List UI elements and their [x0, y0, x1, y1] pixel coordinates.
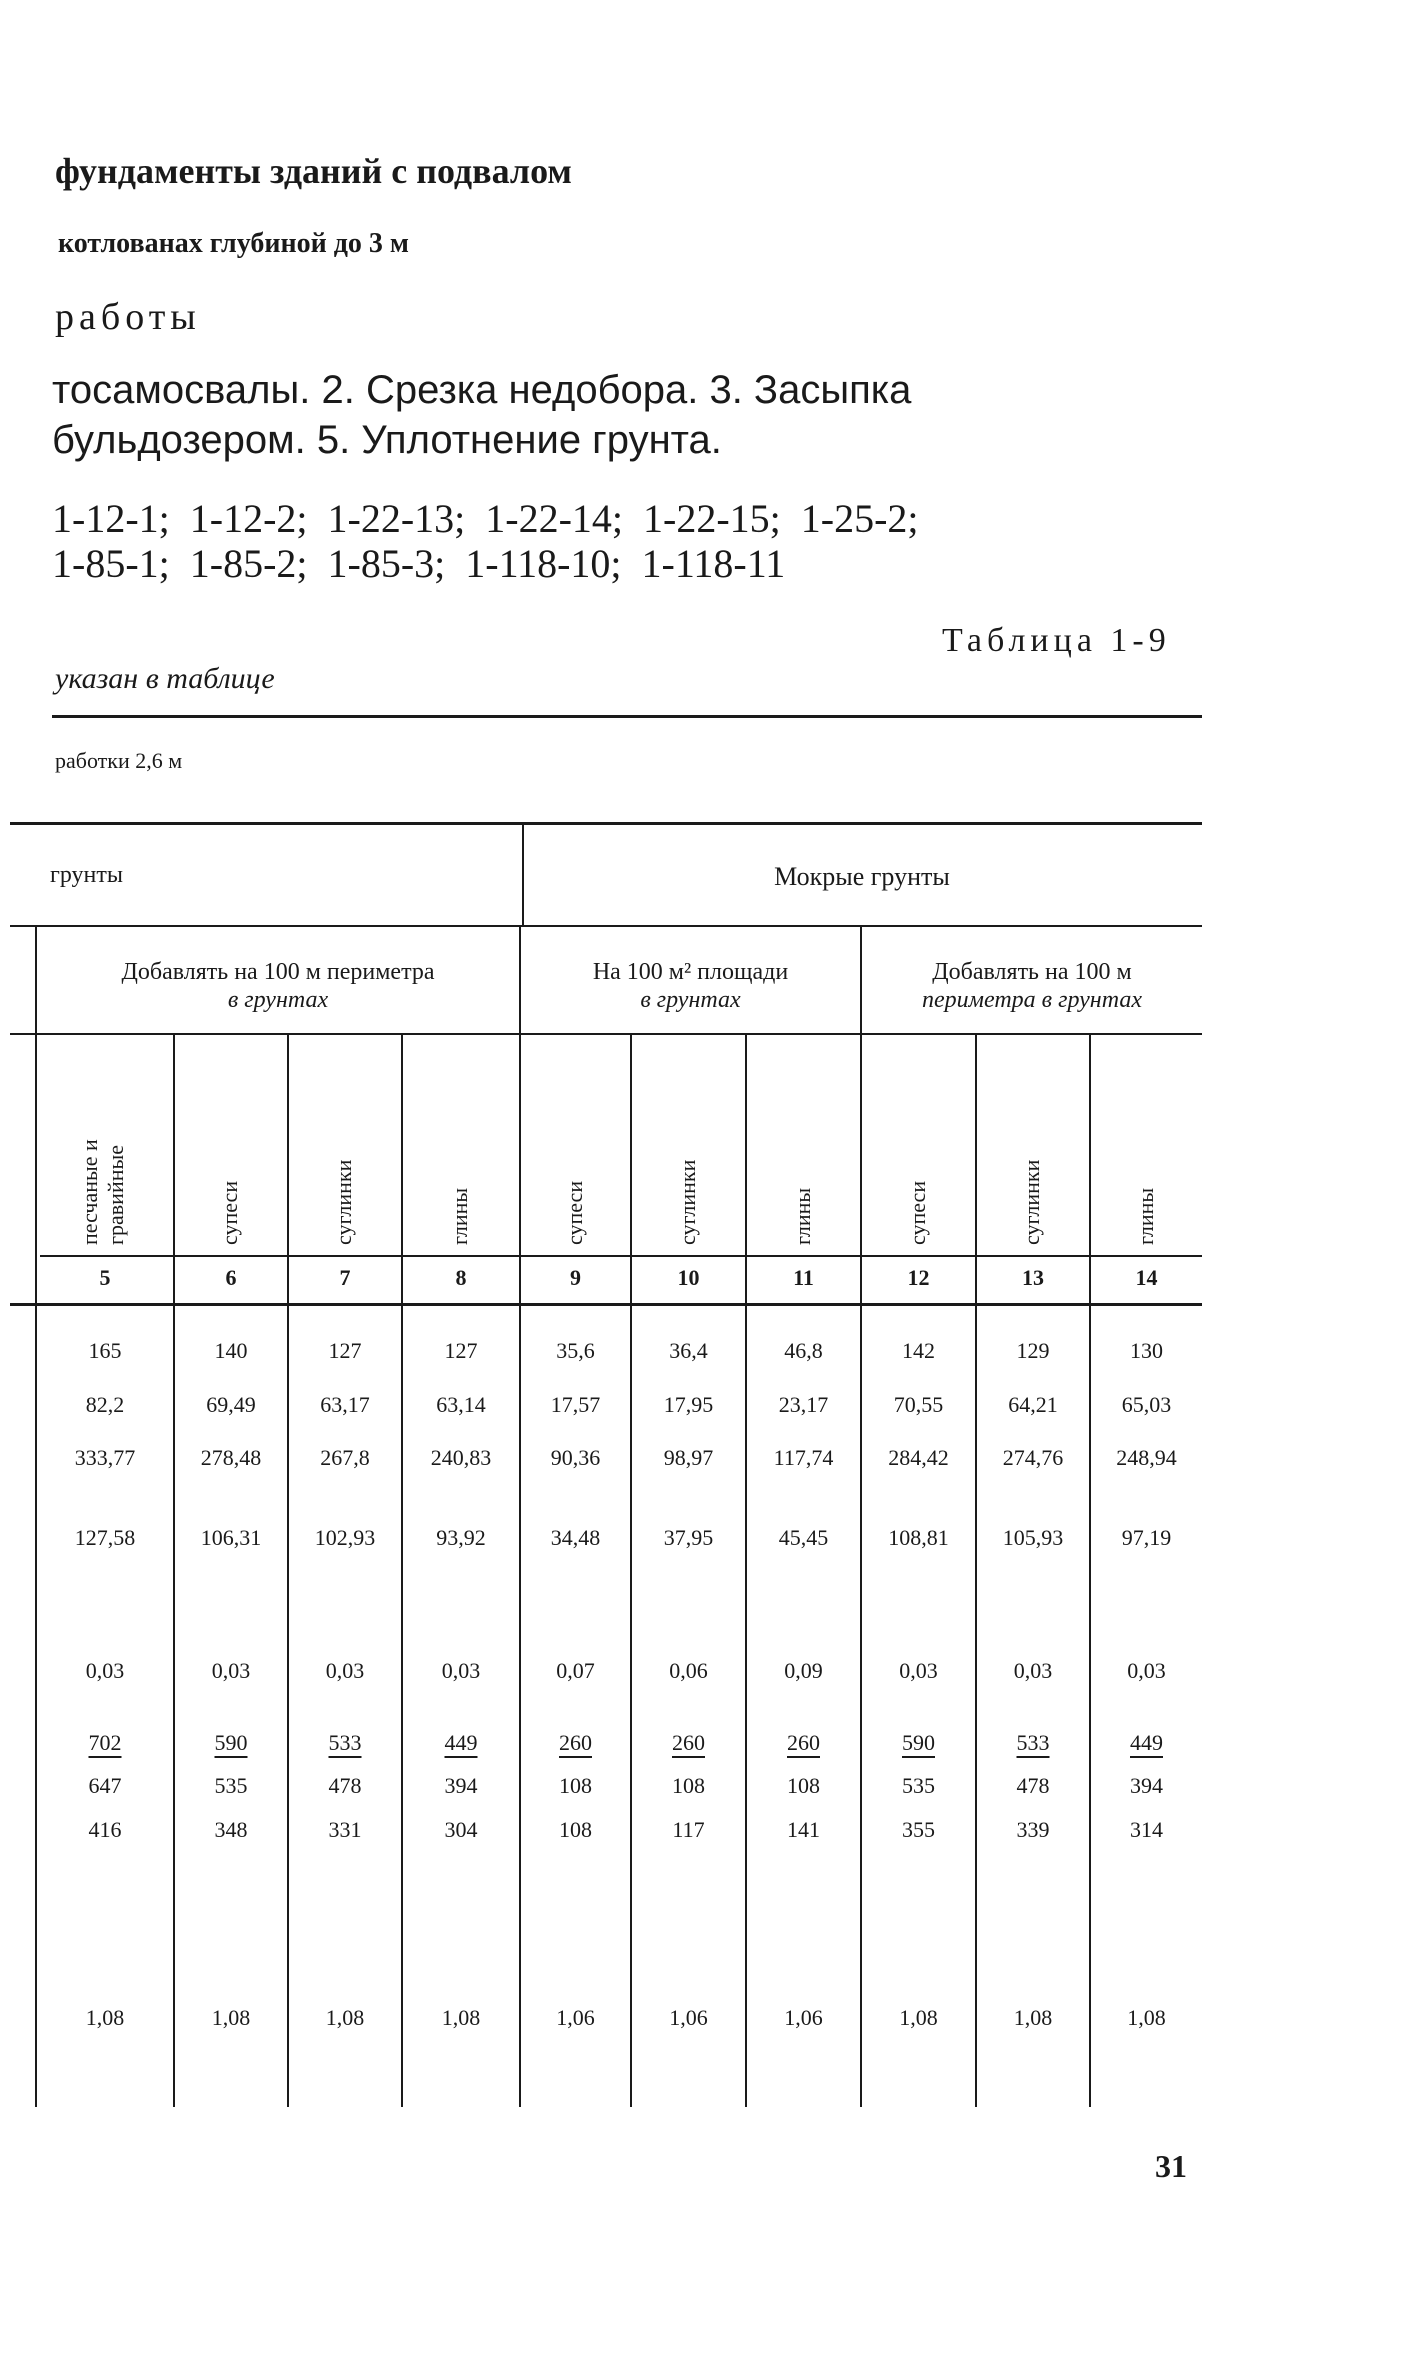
vline-col-9: [1089, 1035, 1091, 2107]
rule-colnum: [10, 1303, 1202, 1306]
table-cell: 355: [902, 1817, 935, 1842]
table-cell: 248,94: [1116, 1445, 1177, 1470]
table-cell: 108: [559, 1817, 592, 1842]
column-header-11: глины: [789, 1187, 815, 1245]
column-number-8: 8: [455, 1265, 467, 1290]
table-cell: 533: [1016, 1730, 1050, 1755]
vline-col-3: [401, 1035, 403, 2107]
column-header-12: супеси: [904, 1180, 930, 1245]
column-header-13: суглинки: [1019, 1159, 1044, 1245]
table-cell: 117,74: [773, 1445, 834, 1470]
table-cell: 34,48: [550, 1525, 601, 1550]
table-cell: 82,2: [85, 1392, 125, 1417]
table-cell: 0,03: [211, 1658, 251, 1683]
rule-subgroup: [10, 1033, 1202, 1035]
table-cell: 69,49: [206, 1392, 256, 1417]
table-cell: 45,45: [778, 1525, 829, 1550]
group-header-left: грунты: [50, 862, 123, 888]
table-cell: 339: [1016, 1817, 1050, 1842]
column-number-10: 10: [677, 1265, 700, 1290]
unit-note: указан в таблице: [55, 662, 275, 695]
vline-col-5: [630, 1035, 632, 2107]
rule-table-top: [10, 822, 1202, 825]
rule-top: [52, 715, 1202, 718]
column-number-5: 5: [99, 1265, 111, 1290]
table-cell: 130: [1130, 1338, 1163, 1363]
column-number-11: 11: [793, 1265, 814, 1290]
table-cell: 478: [1016, 1773, 1050, 1798]
column-number-13: 13: [1022, 1265, 1044, 1290]
table-cell: 0,07: [556, 1658, 595, 1683]
table-cell: 36,4: [669, 1338, 708, 1363]
table-cell: 278,48: [200, 1445, 262, 1470]
table-cell: 304: [444, 1817, 478, 1842]
table-cell: 17,95: [663, 1392, 714, 1417]
page-title: фундаменты зданий с подвалом: [55, 151, 572, 191]
subgroup-left-line-1: Добавлять на 100 м периметра: [121, 959, 435, 985]
table-cell: 65,03: [1121, 1392, 1172, 1417]
rule-colhead: [40, 1255, 1202, 1257]
table-cell: 449: [1130, 1730, 1163, 1755]
subgroup-mid-line-1: На 100 м² площади: [592, 959, 789, 985]
table-cell: 93,92: [436, 1525, 486, 1550]
table-cell: 129: [1016, 1338, 1050, 1363]
vline-col-6: [745, 1035, 747, 2107]
table-cell: 127: [328, 1338, 362, 1363]
table-cell: 535: [214, 1773, 248, 1798]
vline-sub-2: [860, 925, 862, 2107]
table-cell: 142: [902, 1338, 935, 1363]
table-cell: 394: [1130, 1773, 1163, 1798]
table-cell: 17,57: [550, 1392, 601, 1417]
table-cell: 108: [672, 1773, 705, 1798]
table-cell: 108: [787, 1773, 820, 1798]
page-number: 31: [1155, 2148, 1187, 2184]
table-cell: 1,08: [899, 2005, 938, 2030]
works-text-line-1: тосамосвалы. 2. Срезка недобора. 3. Засыпка: [52, 368, 912, 412]
column-header-14: глины: [1132, 1187, 1158, 1245]
page-subtitle: котлованах глубиной до 3 м: [58, 228, 409, 259]
table-cell: 165: [88, 1338, 122, 1363]
table-cell: 1,08: [1127, 2005, 1166, 2030]
table-cell: 590: [214, 1730, 248, 1755]
table-cell: 70,55: [893, 1392, 944, 1417]
table-cell: 478: [328, 1773, 362, 1798]
table-cell: 0,03: [1013, 1658, 1053, 1683]
table-cell: 240,83: [430, 1445, 492, 1470]
subgroup-right-line-2: периметра в грунтах: [922, 987, 1142, 1013]
works-label: работы: [55, 296, 201, 338]
column-header-9: супеси: [561, 1180, 587, 1245]
table-cell: 46,8: [784, 1338, 823, 1363]
table-cell: 0,03: [441, 1658, 481, 1683]
column-number-12: 12: [907, 1265, 930, 1290]
column-header-5: песчаные и гравийные: [77, 1139, 128, 1245]
column-header-6: супеси: [217, 1180, 242, 1245]
table-cell: 127,58: [74, 1525, 136, 1550]
table-cell: 1,08: [85, 2005, 125, 2030]
table-cell: 102,93: [314, 1525, 376, 1550]
table-cell: 0,03: [85, 1658, 125, 1683]
references-line-1: 1-12-1; 1-12-2; 1-22-13; 1-22-14; 1-22-15; 1-25-2;: [52, 496, 919, 541]
table-cell: 590: [902, 1730, 935, 1755]
column-number-9: 9: [570, 1265, 581, 1290]
references-line-2: 1-85-1; 1-85-2; 1-85-3; 1-118-10; 1-118-11: [52, 541, 786, 586]
table-cell: 37,95: [663, 1525, 714, 1550]
table-cell: 533: [328, 1730, 362, 1755]
subgroup-mid: [521, 958, 860, 1014]
group-header-right: Мокрые грунты: [774, 862, 950, 891]
table-cell: 348: [214, 1817, 248, 1842]
vline-col-2: [287, 1035, 289, 2107]
depth-note: работки 2,6 м: [55, 748, 183, 773]
table-cell: 333,77: [74, 1445, 136, 1470]
table-cell: 1,08: [441, 2005, 481, 2030]
table-cell: 63,14: [436, 1392, 486, 1417]
column-number-6: 6: [225, 1265, 237, 1290]
vline-col-8: [975, 1035, 977, 2107]
table-cell: 647: [88, 1773, 122, 1798]
table-cell: 702: [88, 1730, 122, 1755]
table-cell: 260: [787, 1730, 820, 1755]
subgroup-right-line-1: Добавлять на 100 м: [932, 959, 1132, 985]
table-cell: 140: [214, 1338, 248, 1363]
column-header-8: глины: [447, 1187, 472, 1245]
works-text-line-2: бульдозером. 5. Уплотнение грунта.: [52, 418, 722, 462]
vline-col-1: [173, 1035, 175, 2107]
table-cell: 105,93: [1002, 1525, 1064, 1550]
table-cell: 97,19: [1121, 1525, 1172, 1550]
subgroup-mid-line-2: в грунтах: [640, 987, 741, 1013]
table-cell: 117: [672, 1817, 705, 1842]
table-cell: 260: [672, 1730, 705, 1755]
table-cell: 90,36: [550, 1445, 601, 1470]
table-cell: 35,6: [556, 1338, 595, 1363]
table-cell: 331: [328, 1817, 362, 1842]
table-cell: 64,21: [1008, 1392, 1058, 1417]
column-header-7: суглинки: [331, 1159, 356, 1245]
table-cell: 274,76: [1002, 1445, 1064, 1470]
table-cell: 98,97: [663, 1445, 714, 1470]
table-cell: 141: [787, 1817, 820, 1842]
rule-group: [10, 925, 1202, 927]
table-cell: 314: [1130, 1817, 1163, 1842]
table-cell: 23,17: [778, 1392, 829, 1417]
table-cell: 0,09: [784, 1658, 823, 1683]
table-cell: 1,06: [556, 2005, 595, 2030]
table-cell: 1,06: [784, 2005, 823, 2030]
table-cell: 267,8: [320, 1445, 370, 1470]
table-cell: 0,06: [669, 1658, 708, 1683]
table-cell: 63,17: [320, 1392, 370, 1417]
column-number-7: 7: [339, 1265, 351, 1290]
table-cell: 535: [902, 1773, 935, 1798]
table-cell: 106,31: [200, 1525, 262, 1550]
table-cell: 449: [444, 1730, 478, 1755]
table-cell: 0,03: [899, 1658, 938, 1683]
table-cell: 394: [444, 1773, 478, 1798]
table-cell: 108,81: [888, 1525, 949, 1550]
table-cell: 1,06: [669, 2005, 708, 2030]
table-cell: 284,42: [888, 1445, 949, 1470]
table-cell: 1,08: [325, 2005, 365, 2030]
column-header-10: суглинки: [674, 1159, 700, 1245]
table-cell: 0,03: [325, 1658, 365, 1683]
subgroup-left: [37, 958, 519, 1014]
table-cell: 260: [559, 1730, 592, 1755]
table-cell: 0,03: [1127, 1658, 1166, 1683]
vline-outer-left: [35, 925, 37, 2107]
table-cell: 1,08: [1013, 2005, 1053, 2030]
table-cell: 108: [559, 1773, 592, 1798]
subgroup-left-line-2: в грунтах: [227, 987, 329, 1013]
vline-sub-1: [519, 925, 521, 2107]
table-cell: 127: [444, 1338, 478, 1363]
subgroup-right: [862, 958, 1202, 1014]
table-cell: 416: [88, 1817, 122, 1842]
column-number-14: 14: [1135, 1265, 1158, 1290]
table-cell: 1,08: [211, 2005, 251, 2030]
table-label: Таблица 1-9: [942, 622, 1171, 659]
